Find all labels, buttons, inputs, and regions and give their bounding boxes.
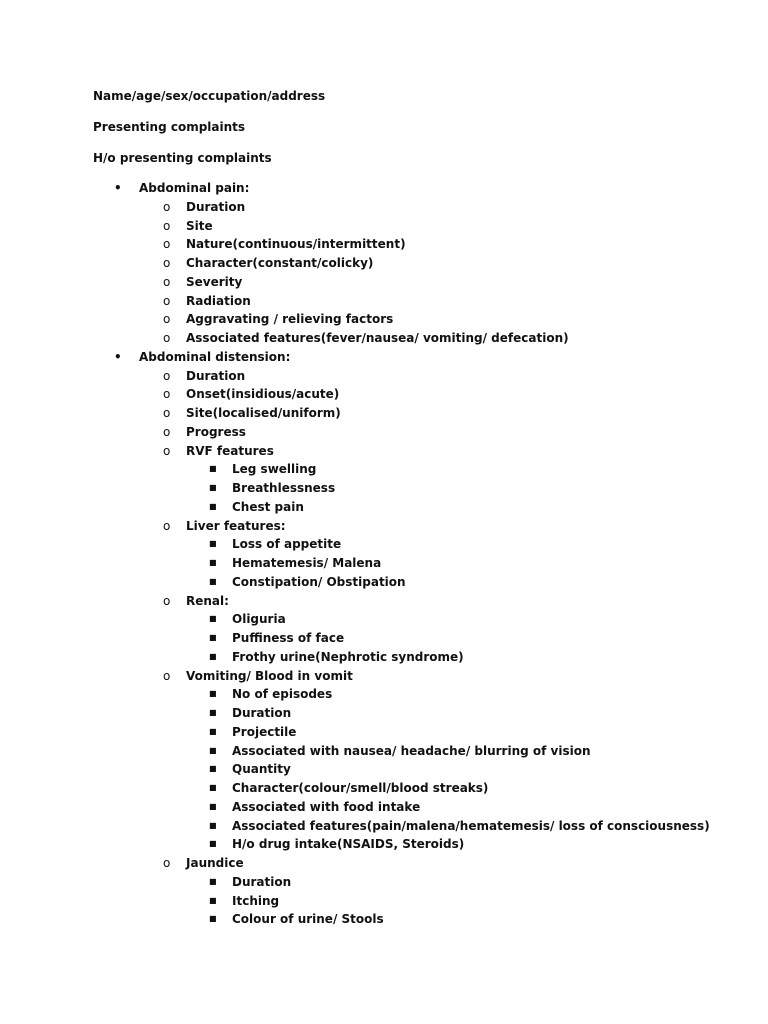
outline-item-text: Renal: [186,593,229,608]
outline-item-text: Vomiting/ Blood in vomit [186,668,353,683]
square-bullet-icon: ■ [209,558,217,567]
circle-bullet-icon: o [163,593,171,608]
outline-item-level-3 [0,873,768,892]
outline-item-text: Onset(insidious/acute) [186,387,340,402]
outline-item-level-3 [0,817,768,836]
square-bullet-icon: ■ [209,783,217,792]
outline-item-level-2 [0,198,768,217]
square-bullet-icon: ■ [209,576,217,586]
outline-item-level-3 [0,573,768,592]
outline-item-text: Projectile [232,724,297,739]
outline-item-level-2 [0,854,768,873]
square-bullet-icon: ■ [209,614,217,624]
outline-item-level-3 [0,723,768,742]
circle-bullet-icon: o [163,443,171,458]
square-bullet-icon: ■ [209,726,217,736]
outline-item-level-3 [0,835,768,854]
outline-item-text: Duration [186,199,246,214]
square-bullet-icon: ■ [209,876,217,886]
outline-item-level-2 [0,273,768,292]
circle-bullet-icon: o [163,424,171,439]
outline-item-level-3 [0,648,768,667]
outline-item-text: Quantity [232,762,291,777]
outline-item-text: No of episodes [232,687,333,702]
outline-item-level-3 [0,685,768,704]
circle-bullet-icon: o [163,312,171,327]
circle-bullet-icon: o [163,218,171,233]
outline-item-text: Leg swelling [232,462,317,477]
circle-bullet-icon: o [163,518,171,533]
outline-item-text: Itching [232,893,280,908]
outline-item-level-2 [0,404,768,423]
outline-item-level-1 [0,179,768,198]
circle-bullet-icon: o [163,668,171,683]
outline-item-level-3 [0,610,768,629]
outline-item-text: Nature(continuous/intermittent) [186,237,406,252]
outline-item-text: Duration [232,706,292,720]
outline-item-text: Hematemesis/ Malena [232,556,382,570]
outline-item-level-2 [0,592,768,611]
outline-item-level-3 [0,535,768,554]
bullet-icon: • [114,349,122,364]
outline-item-text: Progress [186,424,246,439]
outline-item-text: H/o drug intake(NSAIDS, Steroids) [232,837,465,852]
outline-item-text: Site(localised/uniform) [186,406,341,420]
circle-bullet-icon: o [163,331,171,345]
outline-item-text: Frothy urine(Nephrotic syndrome) [232,649,464,664]
outline-item-level-2 [0,254,768,273]
outline-item-level-3 [0,460,768,479]
circle-bullet-icon: o [163,406,171,420]
square-bullet-icon: ■ [209,914,217,924]
square-bullet-icon: ■ [209,539,217,549]
circle-bullet-icon: o [163,368,171,383]
circle-bullet-icon: o [163,293,171,308]
outline-item-level-3 [0,704,768,723]
outline-item-level-2 [0,310,768,329]
outline-item-level-2 [0,442,768,461]
outline-item-level-2 [0,517,768,536]
outline-item-text: Radiation [186,293,251,308]
square-bullet-icon: ■ [209,764,217,774]
circle-bullet-icon: o [163,199,171,214]
square-bullet-icon: ■ [209,483,217,492]
outline-item-level-1 [0,348,768,367]
square-bullet-icon: ■ [209,745,217,755]
outline-item-level-3 [0,892,768,911]
history-outline-list [0,179,768,929]
outline-item-text: Character(constant/colicky) [186,256,374,270]
outline-item-text: RVF features [186,443,274,458]
square-bullet-icon: ■ [209,633,217,642]
outline-item-level-2 [0,329,768,348]
outline-item-text: Puffiness of face [232,631,345,645]
outline-item-text: Duration [186,368,246,383]
outline-item-text: Aggravating / relieving factors [186,312,394,327]
outline-item-text: Breathlessness [232,481,336,495]
outline-item-text: Abdominal distension: [139,349,291,364]
outline-item-text: Abdominal pain: [139,181,250,195]
square-bullet-icon: ■ [209,464,217,474]
outline-item-text: Colour of urine/ Stools [232,912,384,927]
outline-item-level-2 [0,423,768,442]
square-bullet-icon: ■ [209,801,217,811]
outline-item-level-3 [0,742,768,761]
outline-item-level-3 [0,498,768,517]
outline-item-level-2 [0,367,768,386]
outline-item-level-2 [0,385,768,404]
outline-item-text: Chest pain [232,499,304,514]
square-bullet-icon: ■ [209,651,217,661]
outline-item-text: Duration [232,874,292,889]
outline-item-text: Jaundice [186,856,244,870]
outline-item-level-3 [0,554,768,573]
outline-item-text: Associated with food intake [232,799,421,814]
outline-item-text: Oliguria [232,612,286,627]
outline-item-text: Liver features: [186,518,286,533]
circle-bullet-icon: o [163,256,171,270]
circle-bullet-icon: o [163,387,171,402]
outline-item-level-2 [0,217,768,236]
heading-history-presenting-complaints: H/o presenting complaints [93,151,272,165]
outline-item-text: Constipation/ Obstipation [232,574,406,589]
bullet-icon: • [114,181,122,195]
outline-item-level-3 [0,798,768,817]
outline-item-text: Character(colour/smell/blood streaks) [232,781,489,795]
outline-item-text: Site [186,218,213,233]
square-bullet-icon: ■ [209,820,217,830]
outline-item-level-2 [0,235,768,254]
circle-bullet-icon: o [163,856,171,870]
outline-item-text: Associated features(fever/nausea/ vomiting/ defecation) [186,331,569,345]
outline-item-level-3 [0,479,768,498]
outline-item-level-3 [0,629,768,648]
square-bullet-icon: ■ [209,689,217,699]
circle-bullet-icon: o [163,274,171,289]
outline-item-level-3 [0,910,768,929]
outline-item-text: Associated features(pain/malena/hematemesis/ loss of consciousness) [232,818,710,833]
outline-item-level-3 [0,760,768,779]
square-bullet-icon: ■ [209,895,217,905]
heading-presenting-complaints: Presenting complaints [93,120,246,134]
square-bullet-icon: ■ [209,501,217,511]
outline-item-level-2 [0,292,768,311]
outline-item-level-2 [0,667,768,686]
heading-patient-details: Name/age/sex/occupation/address [93,89,326,103]
circle-bullet-icon: o [163,237,171,252]
square-bullet-icon: ■ [209,708,217,717]
square-bullet-icon: ■ [209,839,217,849]
outline-item-level-3 [0,779,768,798]
outline-item-text: Loss of appetite [232,537,342,552]
outline-item-text: Severity [186,274,243,289]
outline-item-text: Associated with nausea/ headache/ blurring of vision [232,743,591,758]
